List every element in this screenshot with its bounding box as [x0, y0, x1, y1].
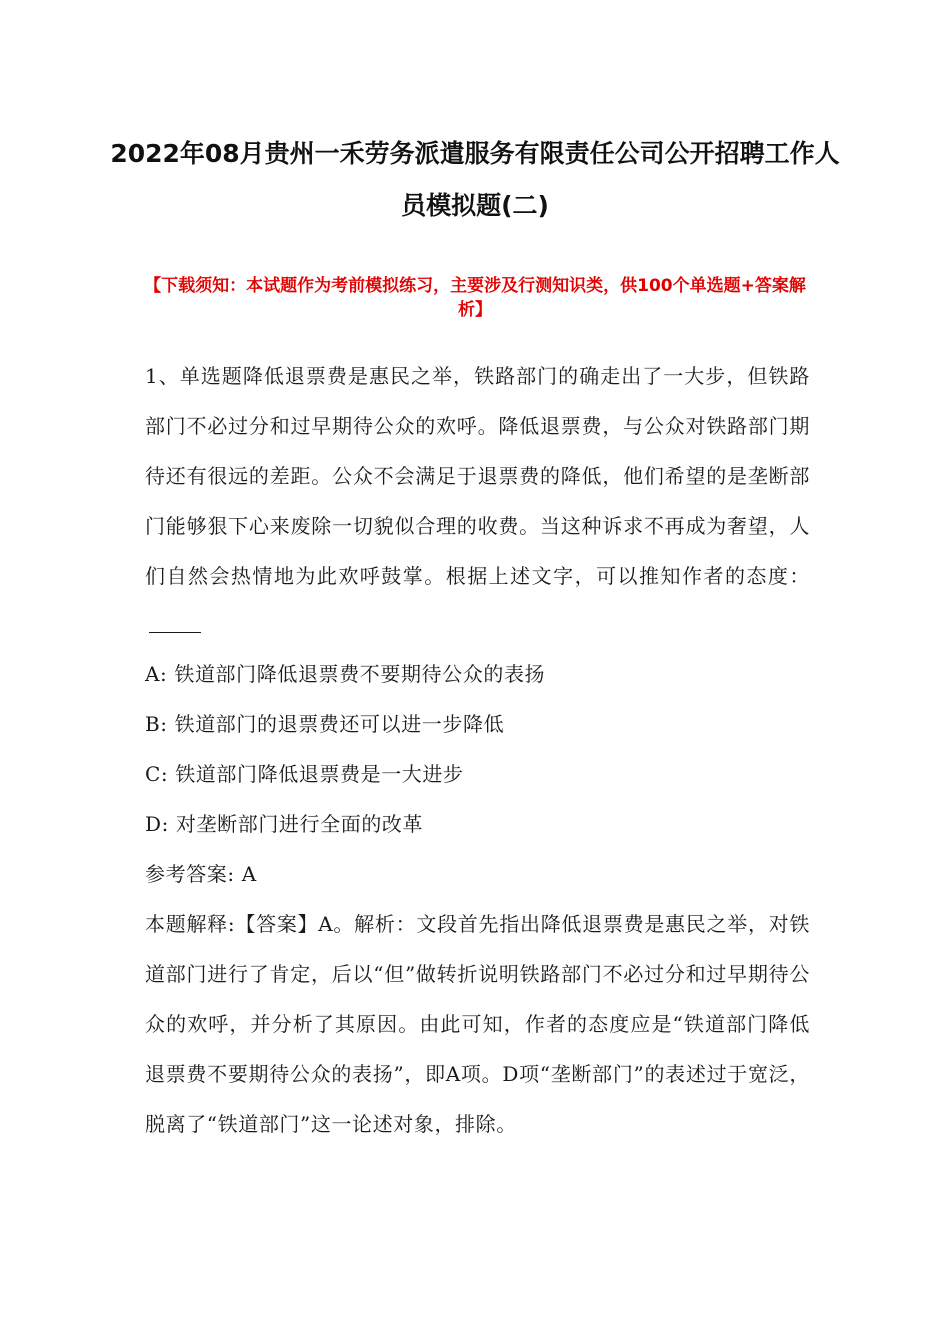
- download-notice: 【下载须知：本试题作为考前模拟练习，主要涉及行测知识类，供100个单选题+答案解析】: [144, 276, 806, 320]
- question-text: 1、单选题降低退票费是惠民之举，铁路部门的确走出了一大步，但铁路部门不必过分和过早期待公众的欢呼。降低退票费，与公众对铁路部门期待还有很远的差距。公众不会满足于退票费的降低，他们希望的是垄断部门能够狠下心来废除一切貌似合理的收费。当这种诉求不再成为奢望，人们自然会热情地为此欢呼鼓掌。根据上述文字，可以推知作者的态度：: [145, 364, 810, 588]
- option-b: B: 铁道部门的退票费还可以进一步降低: [145, 712, 505, 736]
- option-a: A: 铁道部门降低退票费不要期待公众的表扬: [145, 662, 546, 686]
- option-d: D: 对垄断部门进行全面的改革: [145, 812, 424, 836]
- answer-blank: [149, 618, 201, 633]
- option-c: C: 铁道部门降低退票费是一大进步: [145, 762, 464, 786]
- answer-analysis: 本题解释:【答案】A。解析：文段首先指出降低退票费是惠民之举，对铁道部门进行了肯定，后以“但”做转折说明铁路部门不必过分和过早期待公众的欢呼，并分析了其原因。由此可知，作者的态度应是“铁道部门降低退票费不要期待公众的表扬”，即A项。D项“垄断部门”的表述过于宽泛，脱离了“铁道部门”这一论述对象，排除。: [145, 912, 810, 1136]
- document-title: 2022年08月贵州一禾劳务派遣服务有限责任公司公开招聘工作人员模拟题(二): [110, 139, 840, 220]
- question-stem: [145, 351, 810, 651]
- reference-answer: 参考答案: A: [145, 862, 257, 886]
